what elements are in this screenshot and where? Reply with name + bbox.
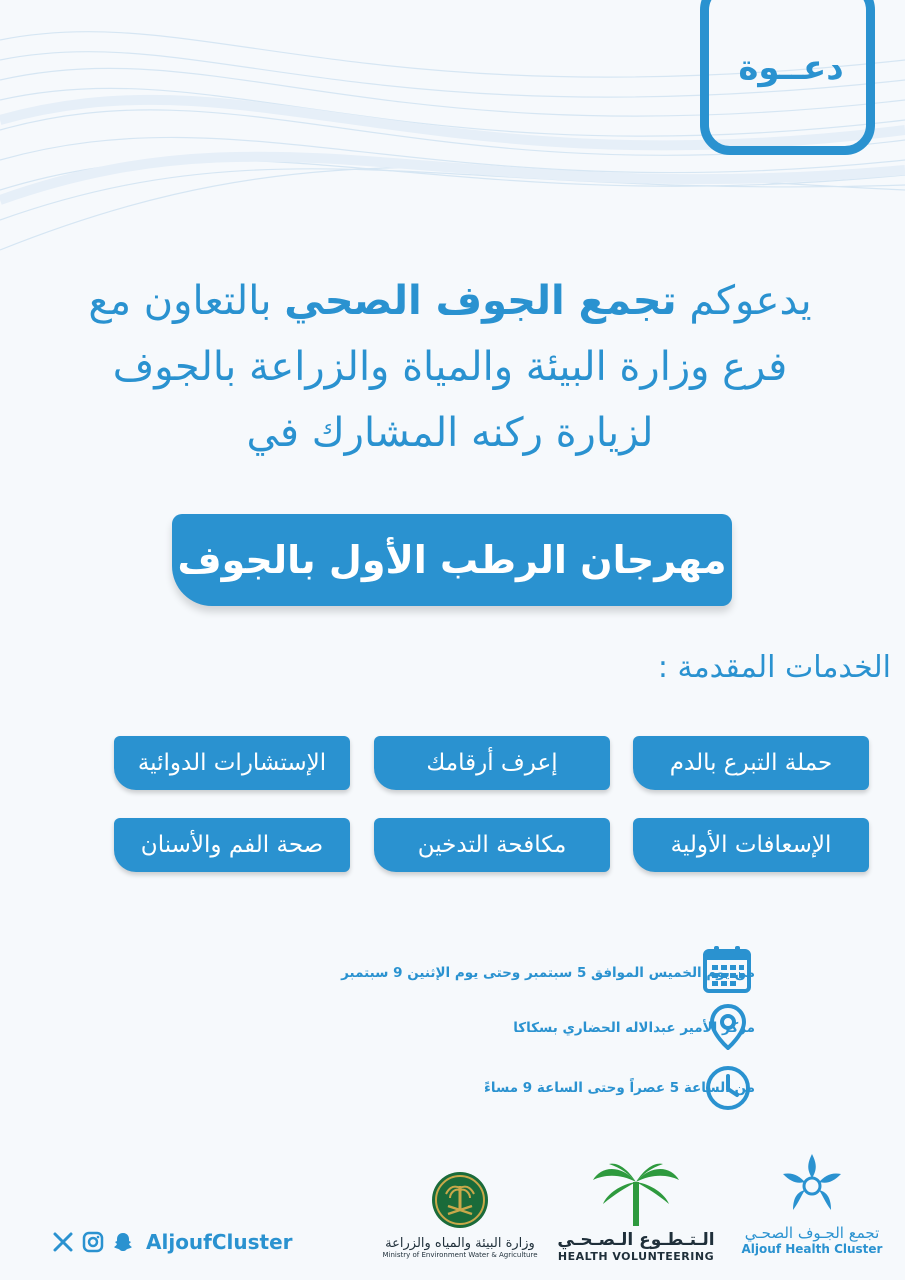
intro-prefix: يدعوكم (689, 278, 812, 324)
ministry-name-en: Ministry of Environment Water & Agriculture (382, 1251, 538, 1259)
cluster-logo (732, 1150, 892, 1256)
cluster-name-ar: تجمع الجـوف الصحـي (744, 1224, 880, 1242)
intro-line-3: لزيارة ركنه المشارك في (246, 410, 654, 456)
snapchat-icon[interactable] (112, 1231, 134, 1253)
date-text: من يوم الخميس الموافق 5 سبتمبر وحتى يوم الإثنين 9 سبتمبر (341, 965, 755, 981)
time-row (484, 1063, 755, 1113)
social-handle[interactable]: AljoufCluster (146, 1230, 293, 1254)
time-text: من الساعة 5 عصراً وحتى الساعة 9 مساءً (484, 1080, 755, 1096)
x-logo-icon[interactable] (52, 1231, 74, 1253)
cluster-name-en: Aljouf Health Cluster (741, 1242, 883, 1256)
intro-suffix: بالتعاون مع (88, 278, 272, 324)
services-title: الخدمات المقدمة : (657, 650, 891, 685)
date-row (341, 948, 755, 998)
instagram-icon[interactable] (82, 1231, 104, 1253)
social-links (52, 1230, 293, 1254)
location-row (513, 1003, 755, 1053)
ministry-logo (370, 1170, 550, 1259)
volunteering-logo (556, 1160, 716, 1263)
service-anti-smoking: مكافحة التدخين (374, 818, 610, 872)
volunteering-name-en: HEALTH VOLUNTEERING (557, 1250, 715, 1263)
invitation-badge-label: دعــوة (738, 48, 844, 88)
service-blood-donation: حملة التبرع بالدم (633, 736, 869, 790)
ministry-name-ar: وزارة البيئة والمياه والزراعة (385, 1236, 535, 1251)
intro-org-name: تجمع الجوف الصحي (284, 278, 677, 324)
ministry-emblem-icon (430, 1170, 490, 1230)
volunteering-name-ar: الـتـطـوع الـصـحـي (557, 1230, 715, 1250)
intro-line-1 (60, 268, 840, 334)
festival-banner: مهرجان الرطب الأول بالجوف (172, 514, 732, 606)
cluster-emblem-icon (777, 1150, 847, 1220)
service-first-aid: الإسعافات الأولية (633, 818, 869, 872)
intro-line-2: فرع وزارة البيئة والمياة والزراعة بالجوف (112, 344, 788, 390)
location-text: مركز الأمير عبدالاله الحضاري بسكاكا (513, 1020, 755, 1036)
service-oral-health: صحة الفم والأسنان (114, 818, 350, 872)
palm-tree-icon (591, 1160, 681, 1226)
service-know-your-numbers: إعرف أرقامك (374, 736, 610, 790)
service-pharma-consult: الإستشارات الدوائية (114, 736, 350, 790)
intro-text (60, 268, 840, 466)
